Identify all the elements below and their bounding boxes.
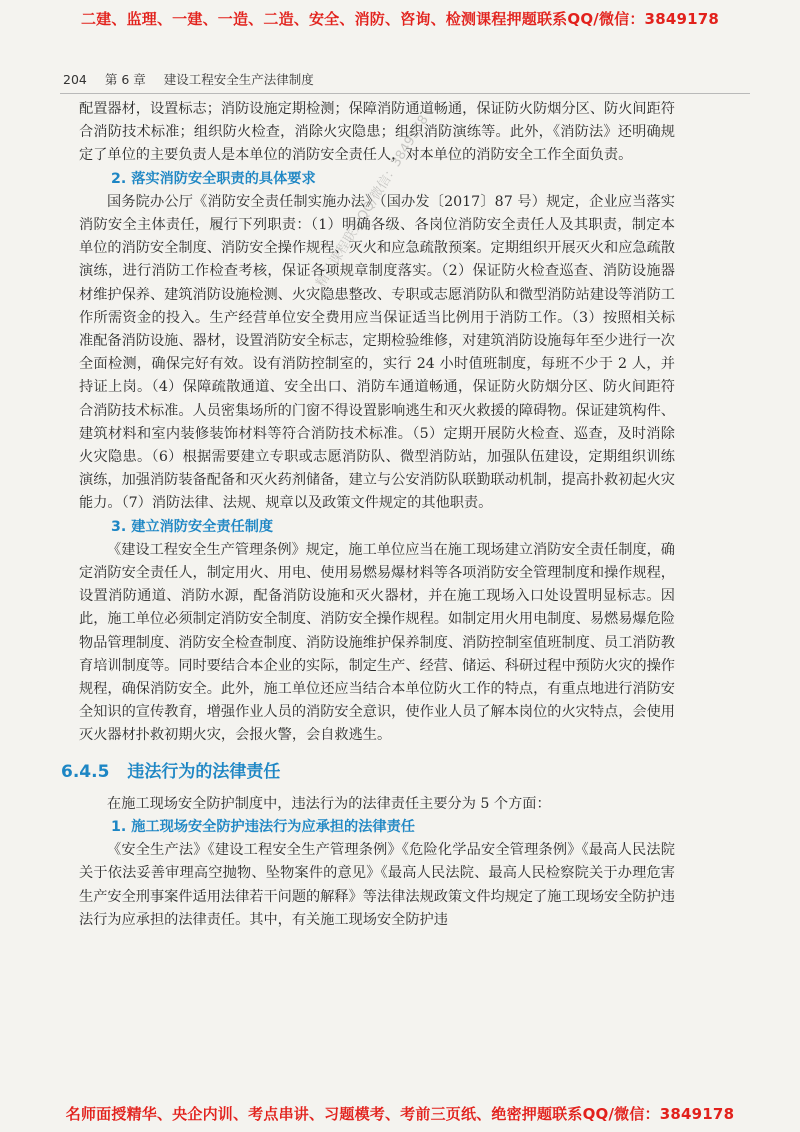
paragraph-3: 《建设工程安全生产管理条例》规定，施工单位应当在施工现场建立消防安全责任制度，确定消防安全责任人，制定用火、用电、使用易燃易爆材料等各项消防安全管理制度和操作规程，设置消防通道、消防水源，配备消防设施和灭火器材，并在施工现场入口处设置明显标志。因此，施工单位必须制定消防安全制度、消防安全操作规程。如制定用火用电制度、易燃易爆危险物品管理制度、消防安全检查制度、消防设施维护保养制度、消防控制室值班制度、员工消防教育培训制度等。同时要结合本企业的实际，制定生产、经营、储运、科研过程中预防火灾的操作规程，确保消防安全。此外，施工单位还应当结合本单位防火工作的特点，有重点地进行消防安全知识的宣传教育，增强作业人员的消防安全意识，使作业人员了解本岗位的火灾特点，会使用灭火器材扑救初期火灾，会报火警，会自救逃生。	[79, 541, 675, 744]
subheading-3: 3. 建立消防安全责任制度	[111, 518, 274, 535]
section-heading	[61, 761, 675, 783]
paragraph-5: 《安全生产法》《建设工程安全生产管理条例》《危险化学品安全管理条例》《最高人民法院关于依法妥善审理高空抛物、坠物案件的意见》《最高人民法院、最高人民检察院关于办理危害生产安全刑事案件适用法律若干问题的解释》等法律法规政策文件均规定了施工现场安全防护违法行为应承担的法律责任。其中，有关施工现场安全防护违	[79, 842, 675, 928]
header-divider	[60, 93, 750, 94]
diagonal-watermark: 精品课程联系QQ/微信：3849178	[313, 112, 432, 291]
paragraph-4: 在施工现场安全防护制度中，违法行为的法律责任主要分为 5 个方面：	[107, 795, 551, 812]
subheading-2: 2. 落实消防安全职责的具体要求	[111, 170, 316, 187]
section-number: 6.4.5	[61, 761, 110, 782]
page-body	[61, 98, 675, 932]
section-title: 违法行为的法律责任	[127, 761, 281, 782]
page-number: 204	[63, 72, 87, 87]
top-promo-banner: 二建、监理、一建、一造、二造、安全、消防、咨询、检测课程押题联系QQ/微信：3849178	[80, 10, 720, 28]
bottom-promo-banner: 名师面授精华、央企内训、考点串讲、习题模考、考前三页纸、绝密押题联系QQ/微信：3849178	[65, 1105, 735, 1123]
paragraph-2: 国务院办公厅《消防安全责任制实施办法》（国办发〔2017〕87 号）规定，企业应当落实消防安全主体责任，履行下列职责：（1）明确各级、各岗位消防安全责任人及其职责，制定本单位的消防安全制度、消防安全操作规程、灭火和应急疏散预案。定期组织开展灭火和应急疏散演练，进行消防工作检查考核，保证各项规章制度落实。（2）保证防火检查巡查、消防设施器材维护保养、建筑消防设施检测、火灾隐患整改、专职或志愿消防队和微型消防站建设等消防工作所需资金的投入。生产经营单位安全费用应当保证适当比例用于消防工作。（3）按照相关标准配备消防设施、器材，设置消防安全标志，定期检验维修，对建筑消防设施每年至少进行一次全面检测，确保完好有效。设有消防控制室的，实行 24 小时值班制度，每班不少于 2 人，并持证上岗。（4）保障疏散通道、安全出口、消防车通道畅通，保证防火防烟分区、防火间距符合消防技术标准。人员密集场所的门窗不得设置影响逃生和灭火救援的障碍物。保证建筑构件、建筑材料和室内装修装饰材料等符合消防技术标准。（5）定期开展防火检查、巡查，及时消除火灾隐患。（6）根据需要建立专职或志愿消防队、微型消防站，加强队伍建设，定期组织训练演练，加强消防装备配备和灭火药剂储备，建立与公安消防队联勤联动机制，提高扑救初起火灾能力。（7）消防法律、法规、规章以及政策文件规定的其他职责。	[79, 193, 675, 512]
chapter-title: 建设工程安全生产法律制度	[163, 72, 314, 87]
paragraph-1: 配置器材，设置标志；消防设施定期检测；保障消防通道畅通，保证防火防烟分区、防火间距符合消防技术标准；组织防火检查，消除火灾隐患；组织消防演练等。此外，《消防法》还明确规定了单位的主要负责人是本单位的消防安全责任人，对本单位的消防安全工作全面负责。	[79, 101, 675, 164]
subheading-4: 1. 施工现场安全防护违法行为应承担的法律责任	[111, 818, 415, 835]
chapter-label: 第 6 章	[104, 72, 146, 87]
running-head	[63, 70, 314, 88]
